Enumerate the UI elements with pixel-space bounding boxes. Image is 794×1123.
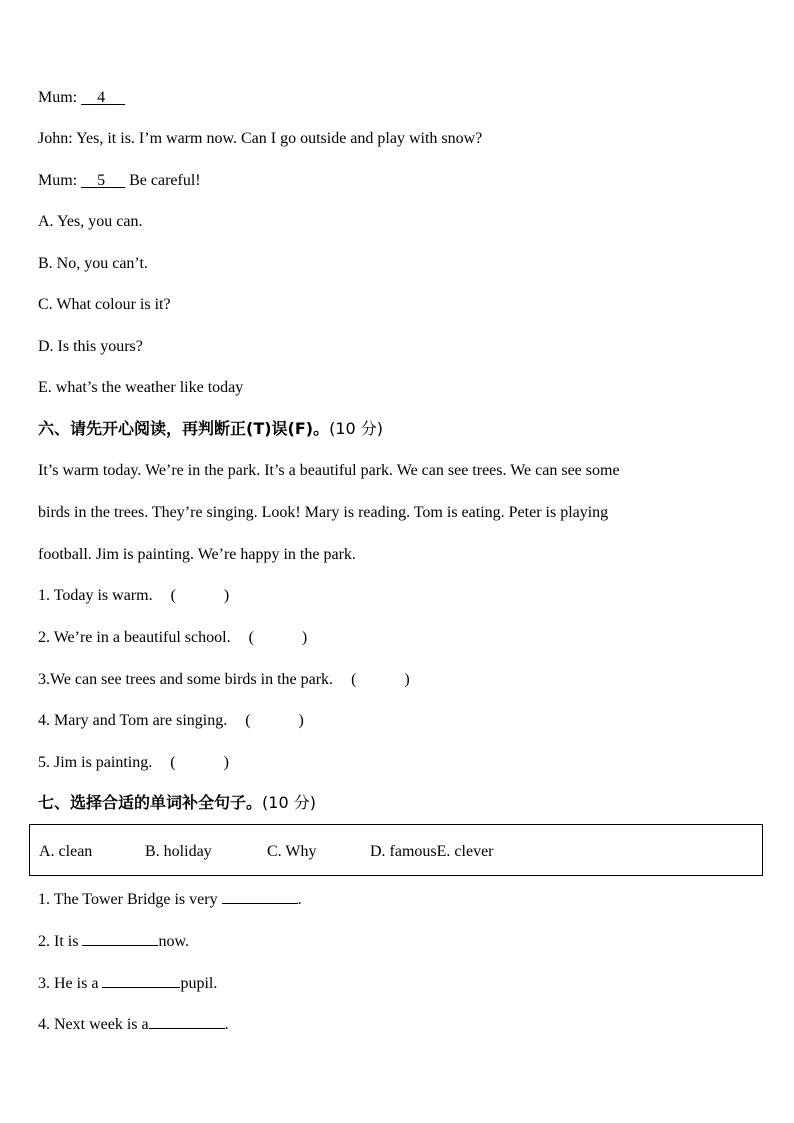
sentence-text: 2. It is (38, 933, 83, 950)
speaker-label: Mum: (38, 172, 78, 189)
answer-bracket[interactable] (170, 753, 229, 773)
bracket-close: ) (223, 754, 229, 771)
question-text: 1. Today is warm. (38, 587, 153, 604)
dialogue-text: Be careful! (125, 172, 201, 189)
bracket-close: ) (404, 671, 410, 688)
word-option-b: B. holiday (145, 843, 212, 860)
bracket-open: ( (170, 754, 176, 771)
fill-sentence-1 (38, 889, 302, 910)
tf-question-5 (38, 753, 229, 773)
word-option-a: A. clean (39, 843, 93, 860)
answer-blank[interactable] (102, 973, 180, 988)
sentence-text: 4. Next week is a (38, 1016, 149, 1033)
passage-line: football. Jim is painting. We’re happy in the park. (38, 546, 356, 563)
tf-question-1 (38, 586, 229, 606)
answer-bracket[interactable] (171, 586, 230, 606)
sentence-text: . (224, 1016, 229, 1033)
option-d: D. Is this yours? (38, 338, 143, 355)
speaker-label: John: (38, 130, 73, 147)
sentence-text: now. (158, 933, 189, 950)
section6-score: (10 分) (329, 419, 384, 438)
bracket-close: ) (301, 629, 308, 646)
fill-sentence-4 (38, 1014, 229, 1035)
answer-blank[interactable] (149, 1014, 225, 1029)
section7-heading (38, 793, 316, 813)
word-option-c: C. Why (267, 843, 317, 860)
speaker-label: Mum: (38, 89, 78, 106)
blank-number: 5 (97, 172, 106, 189)
option-e: E. what’s the weather like today (38, 379, 244, 396)
question-text: 5. Jim is painting. (38, 754, 153, 771)
word-option-d-e: D. famousE. clever (370, 843, 494, 860)
option-b: B. No, you can’t. (38, 255, 148, 272)
question-text: 4. Mary and Tom are singing. (38, 712, 228, 729)
option-c: C. What colour is it? (38, 296, 171, 313)
fill-sentence-3 (38, 973, 217, 994)
section6-title: 六、请先开心阅读，再判断正(T)误(F)。 (38, 419, 330, 438)
word-bank-box (29, 824, 763, 876)
question-text: 3.We can see trees and some birds in the park. (38, 671, 334, 688)
answer-blank[interactable] (81, 88, 125, 108)
bracket-open: ( (351, 671, 357, 688)
sentence-text: . (297, 891, 302, 908)
passage-line: It’s warm today. We’re in the park. It’s a beautiful park. We can see trees. We can see some (38, 462, 620, 479)
blank-number: 4 (97, 89, 106, 106)
bracket-close: ) (223, 587, 230, 604)
sentence-text: pupil. (180, 975, 218, 992)
bracket-open: ( (245, 712, 251, 729)
answer-bracket[interactable] (249, 628, 308, 648)
tf-question-4 (38, 711, 304, 731)
bracket-open: ( (170, 587, 176, 604)
section7-title: 七、选择合适的单词补全句子。 (38, 793, 263, 812)
bracket-open: ( (248, 629, 254, 646)
fill-sentence-2 (38, 931, 189, 952)
answer-bracket[interactable] (245, 711, 304, 731)
dialogue-line-john (38, 129, 482, 149)
question-text: 2. We’re in a beautiful school. (38, 629, 231, 646)
dialogue-line-mum-4 (38, 88, 125, 108)
answer-bracket[interactable] (351, 670, 410, 690)
answer-blank[interactable] (222, 889, 298, 904)
sentence-text: 1. The Tower Bridge is very (38, 891, 222, 908)
passage-line: birds in the trees. They’re singing. Look! Mary is reading. Tom is eating. Peter is playing (38, 504, 609, 521)
tf-question-3 (38, 670, 410, 690)
option-a: A. Yes, you can. (38, 213, 143, 230)
dialogue-line-mum-5 (38, 171, 201, 191)
section7-score: (10 分) (262, 793, 316, 812)
section6-heading (38, 419, 383, 439)
answer-blank[interactable] (82, 931, 158, 946)
answer-blank[interactable] (81, 171, 125, 191)
sentence-text: 3. He is a (38, 975, 103, 992)
dialogue-text: Yes, it is. I’m warm now. Can I go outside and play with snow? (76, 130, 483, 147)
bracket-close: ) (298, 712, 304, 729)
tf-question-2 (38, 628, 307, 648)
